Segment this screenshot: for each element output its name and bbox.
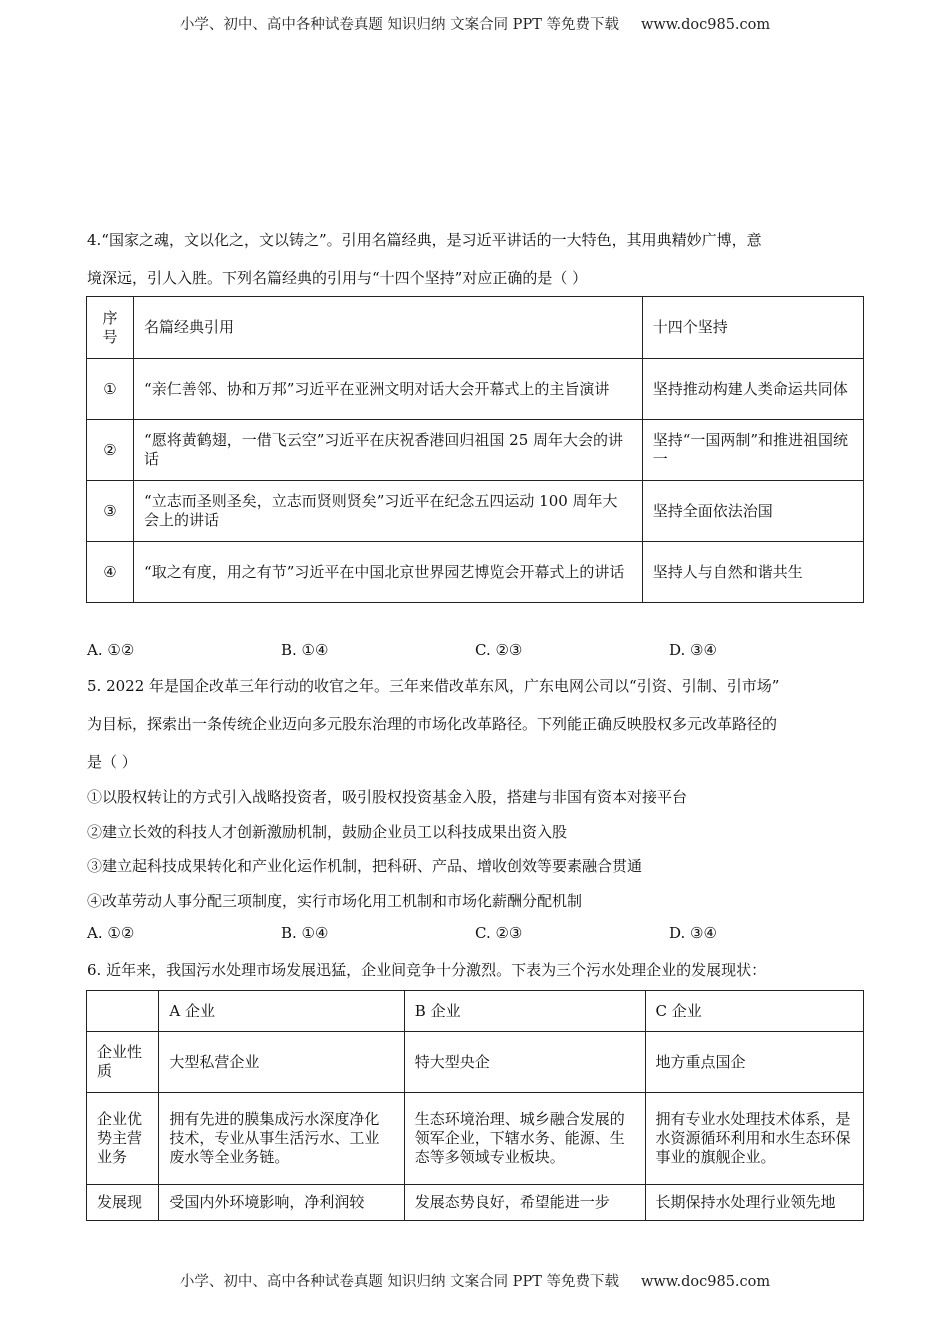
footer-site-link[interactable]: www.doc985.com — [640, 1274, 771, 1290]
table-cell: 发展现 — [87, 1185, 159, 1221]
footer-text: 小学、初中、高中各种试卷真题 知识归纳 文案合同 PPT 等免费下载 — [179, 1274, 619, 1290]
table-cell: 发展态势良好，希望能进一步 — [404, 1185, 645, 1221]
table-cell: 生态环境治理、城乡融合发展的领军企业，下辖水务、能源、生态等多领域专业板块。 — [404, 1093, 645, 1185]
table-row — [87, 542, 864, 603]
table-cell: ③ — [87, 481, 134, 542]
option-a[interactable]: A. ①② — [87, 641, 135, 659]
option-d[interactable]: D. ③④ — [669, 641, 717, 659]
table-row — [87, 420, 864, 481]
table-header-cell: C 企业 — [645, 991, 863, 1032]
table-cell: 企业优势主营业务 — [87, 1093, 159, 1185]
table-cell: 大型私营企业 — [159, 1032, 404, 1093]
table-cell: 坚持推动构建人类命运共同体 — [642, 359, 863, 420]
table-header-cell: 序号 — [87, 297, 134, 359]
header-text: 小学、初中、高中各种试卷真题 知识归纳 文案合同 PPT 等免费下载 — [179, 17, 619, 33]
table-cell: 企业性质 — [87, 1032, 159, 1093]
table-cell: 地方重点国企 — [645, 1032, 863, 1093]
table-cell: “亲仁善邻、协和万邦”习近平在亚洲文明对话大会开幕式上的主旨演讲 — [134, 359, 643, 420]
page-footer — [0, 1270, 950, 1291]
q4-stem-line2: 境深远，引人入胜。下列名篇经典的引用与“十四个坚持”对应正确的是（ ） — [87, 269, 588, 287]
table-cell: “愿将黄鹤翅，一借飞云空”习近平在庆祝香港回归祖国 25 周年大会的讲话 — [134, 420, 643, 481]
table-cell: 长期保持水处理行业领先地 — [645, 1185, 863, 1221]
q5-item-3: ③建立起科技成果转化和产业化运作机制，把科研、产品、增收创效等要素融合贯通 — [87, 857, 643, 875]
q4-stem-line1: 4.“国家之魂，文以化之，文以铸之”。引用名篇经典，是习近平讲话的一大特色，其用典精妙广博，意 — [87, 231, 762, 249]
q5-stem-line2: 为目标，探索出一条传统企业迈向多元股东治理的市场化改革路径。下列能正确反映股权多元改革路径的 — [87, 715, 778, 733]
table-cell: ② — [87, 420, 134, 481]
table-header-cell: B 企业 — [404, 991, 645, 1032]
table-row — [87, 1093, 864, 1185]
table-header-cell: 十四个坚持 — [642, 297, 863, 359]
option-d[interactable]: D. ③④ — [669, 924, 717, 942]
q5-stem-line3: 是（ ） — [87, 753, 137, 771]
option-a[interactable]: A. ①② — [87, 924, 135, 942]
table-cell: “取之有度，用之有节”习近平在中国北京世界园艺博览会开幕式上的讲话 — [134, 542, 643, 603]
table-cell: 坚持全面依法治国 — [642, 481, 863, 542]
q4-table — [86, 296, 864, 603]
q5-item-2: ②建立长效的科技人才创新激励机制，鼓励企业员工以科技成果出资入股 — [87, 823, 568, 841]
header-site-link[interactable]: www.doc985.com — [640, 17, 771, 33]
table-header-row — [87, 297, 864, 359]
table-header-cell: 名篇经典引用 — [134, 297, 643, 359]
table-cell: 特大型央企 — [404, 1032, 645, 1093]
table-header-cell — [87, 991, 159, 1032]
table-cell: 坚持“一国两制”和推进祖国统一 — [642, 420, 863, 481]
table-header-row — [87, 991, 864, 1032]
option-b[interactable]: B. ①④ — [281, 641, 329, 659]
table-cell: 坚持人与自然和谐共生 — [642, 542, 863, 603]
table-row — [87, 1185, 864, 1221]
q5-stem-line1: 5. 2022 年是国企改革三年行动的收官之年。三年来借改革东风，广东电网公司以“引资、引制、引市场” — [87, 677, 780, 695]
q6-table — [86, 990, 864, 1221]
table-cell: “立志而圣则圣矣，立志而贤则贤矣”习近平在纪念五四运动 100 周年大会上的讲话 — [134, 481, 643, 542]
table-cell: ④ — [87, 542, 134, 603]
q6-stem-line1: 6. 近年来，我国污水处理市场发展迅猛，企业间竞争十分激烈。下表为三个污水处理企业的发展现状： — [87, 961, 767, 979]
page-header — [0, 13, 950, 34]
table-cell: 拥有专业水处理技术体系，是水资源循环利用和水生态环保事业的旗舰企业。 — [645, 1093, 863, 1185]
table-row — [87, 1032, 864, 1093]
q5-item-1: ①以股权转让的方式引入战略投资者，吸引股权投资基金入股，搭建与非国有资本对接平台 — [87, 788, 688, 806]
table-cell: 拥有先进的膜集成污水深度净化技术，专业从事生活污水、工业废水等全业务链。 — [159, 1093, 404, 1185]
table-cell: 受国内外环境影响，净利润较 — [159, 1185, 404, 1221]
table-row — [87, 481, 864, 542]
table-row — [87, 359, 864, 420]
option-c[interactable]: C. ②③ — [475, 924, 523, 942]
q5-item-4: ④改革劳动人事分配三项制度，实行市场化用工机制和市场化薪酬分配机制 — [87, 892, 583, 910]
table-header-cell: A 企业 — [159, 991, 404, 1032]
option-c[interactable]: C. ②③ — [475, 641, 523, 659]
table-cell: ① — [87, 359, 134, 420]
option-b[interactable]: B. ①④ — [281, 924, 329, 942]
